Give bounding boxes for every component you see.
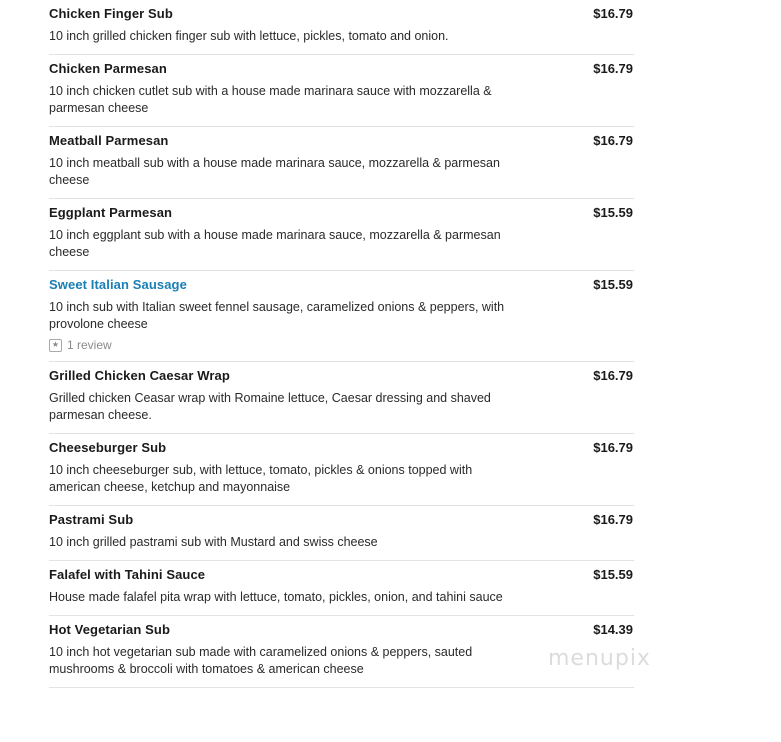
item-description: 10 inch meatball sub with a house made marinara sauce, mozzarella & parmesan cheese	[49, 156, 500, 187]
item-description: 10 inch cheeseburger sub, with lettuce, tomato, pickles & onions topped with american cheese, ketchup and mayonnaise	[49, 463, 473, 494]
item-name-link[interactable]: Sweet Italian Sausage	[49, 277, 187, 292]
item-name: Eggplant Parmesan	[49, 205, 173, 220]
item-price: $15.59	[593, 567, 633, 582]
item-name: Meatball Parmesan	[49, 133, 169, 148]
menu-list	[49, 0, 634, 688]
review-link[interactable]	[49, 338, 634, 352]
review-count: 1 review	[67, 338, 112, 352]
item-price: $16.79	[593, 440, 633, 455]
menu-item-grilled-chicken-caesar-wrap	[49, 362, 634, 434]
item-name: Hot Vegetarian Sub	[49, 622, 170, 637]
item-price: $15.59	[593, 277, 633, 292]
review-star-icon: ★	[49, 339, 62, 352]
item-description: Grilled chicken Ceasar wrap with Romaine lettuce, Caesar dressing and shaved parmesan cheese.	[49, 391, 491, 422]
menu-item-sweet-italian-sausage	[49, 271, 634, 362]
item-price: $14.39	[593, 622, 633, 637]
item-description: 10 inch sub with Italian sweet fennel sausage, caramelized onions & peppers, with provolone cheese	[49, 300, 505, 331]
item-name: Pastrami Sub	[49, 512, 134, 527]
item-price: $16.79	[593, 368, 633, 383]
item-description: 10 inch chicken cutlet sub with a house made marinara sauce with mozzarella & parmesan cheese	[49, 84, 492, 115]
menu-item-falafel-with-tahini-sauce	[49, 561, 634, 616]
menu-item-chicken-parmesan	[49, 55, 634, 127]
item-description: 10 inch eggplant sub with a house made marinara sauce, mozzarella & parmesan cheese	[49, 228, 501, 259]
item-price: $16.79	[593, 61, 633, 76]
item-description: 10 inch hot vegetarian sub made with caramelized onions & peppers, sauted mushrooms & broccoli with tomatoes & american cheese	[49, 645, 473, 676]
item-price: $16.79	[593, 512, 633, 527]
menu-item-hot-vegetarian-sub	[49, 616, 634, 688]
menu-item-meatball-parmesan	[49, 127, 634, 199]
menupix-watermark: menupix	[548, 646, 651, 671]
menu-item-chicken-finger-sub	[49, 0, 634, 55]
item-description: 10 inch grilled pastrami sub with Mustard and swiss cheese	[49, 535, 378, 549]
item-name: Cheeseburger Sub	[49, 440, 167, 455]
item-price: $16.79	[593, 6, 633, 21]
item-name: Grilled Chicken Caesar Wrap	[49, 368, 230, 383]
menu-item-eggplant-parmesan	[49, 199, 634, 271]
item-description: 10 inch grilled chicken finger sub with lettuce, pickles, tomato and onion.	[49, 29, 449, 43]
item-name: Chicken Parmesan	[49, 61, 167, 76]
item-price: $16.79	[593, 133, 633, 148]
menu-item-cheeseburger-sub	[49, 434, 634, 506]
item-price: $15.59	[593, 205, 633, 220]
item-description: House made falafel pita wrap with lettuce, tomato, pickles, onion, and tahini sauce	[49, 590, 503, 604]
menu-item-pastrami-sub	[49, 506, 634, 561]
item-name: Falafel with Tahini Sauce	[49, 567, 206, 582]
item-name: Chicken Finger Sub	[49, 6, 173, 21]
